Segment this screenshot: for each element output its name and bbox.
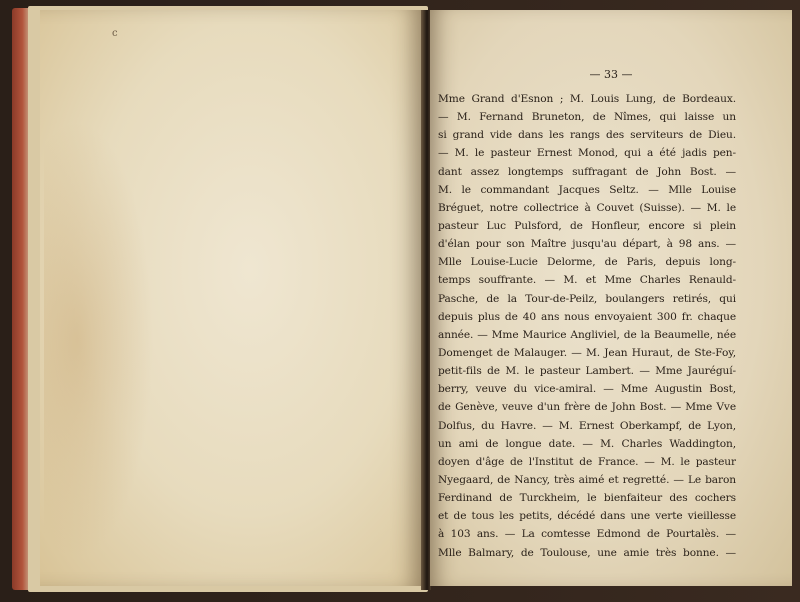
text-line: et de tous les petits, décédé dans une verte vieillesse [438,510,736,523]
text-line: depuis plus de 40 ans nous envoyaient 300 fr. chaque [438,310,736,323]
text-line: — M. Fernand Bruneton, de Nîmes, qui laisse un [438,111,736,124]
text-line: Dolfus, du Havre. — M. Ernest Oberkampf, de Lyon, [438,419,736,432]
text-line: Bréguet, notre collectrice à Couvet (Suisse). — M. le [438,201,736,214]
text-line: Domenget de Malauger. — M. Jean Huraut, de Ste-Foy, [438,346,736,359]
text-line: M. le commandant Jacques Seltz. — Mlle Louise [438,183,736,196]
text-line: à 103 ans. — La comtesse Edmond de Pourtalès. — [438,528,736,541]
page-number: — 33 — [589,68,633,81]
text-line: si grand vide dans les rangs des serviteurs de Dieu. [438,129,736,142]
text-line: d'élan pour son Maître jusqu'au départ, à 98 ans. — [438,238,736,251]
text-line: Pasche, de la Tour-de-Peilz, boulangers retirés, qui [438,292,736,305]
text-line: temps souffrante. — M. et Mme Charles Renauld- [438,274,736,287]
text-line: — M. le pasteur Ernest Monod, qui a été jadis pen- [438,147,736,160]
text-line: année. — Mme Maurice Angliviel, de la Beaumelle, née [438,328,736,341]
text-line: dant assez longtemps suffragant de John Bost. — [438,165,736,178]
page-text [438,90,736,562]
text-line: Mlle Balmary, de Toulouse, une amie très bonne. — [438,546,736,559]
text-line: pasteur Luc Pulsford, de Honfleur, encore si plein [438,219,736,232]
text-line: doyen d'âge de l'Institut de France. — M. le pasteur [438,455,736,468]
text-line: un ami de longue date. — M. Charles Waddington, [438,437,736,450]
water-stain [44,120,154,560]
text-line: de Genève, veuve d'un frère de John Bost. — Mme Vve [438,401,736,414]
text-line: Mlle Louise-Lucie Delorme, de Paris, depuis long- [438,256,736,269]
text-line: Mme Grand d'Esnon ; M. Louis Lung, de Bordeaux. [438,93,736,105]
text-line: berry, veuve du vice-amiral. — Mme Augustin Bost, [438,383,736,396]
text-line: petit-fils de M. le pasteur Lambert. — Mme Jauréguí- [438,365,736,378]
text-line: Nyegaard, de Nancy, très aimé et regretté. — Le baron [438,473,736,486]
right-page [430,10,792,586]
left-page-mark: c [112,28,118,39]
text-line: Ferdinand de Turckheim, le bienfaiteur des cochers [438,492,736,505]
